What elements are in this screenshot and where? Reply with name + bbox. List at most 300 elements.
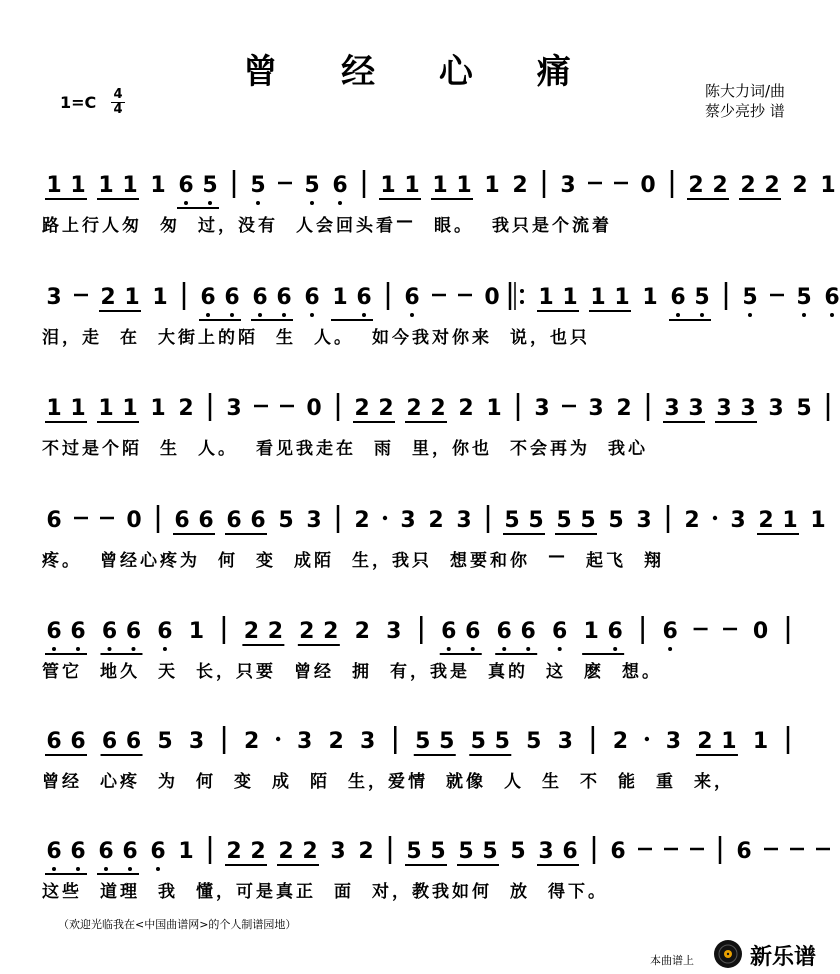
note-digit: 6 [824,285,840,310]
lyric-char: 陌 [310,772,327,792]
note-digit: 1 [46,396,62,421]
lyric-char: 想 [622,662,639,682]
note-digit: 3 [297,729,313,754]
lyric-char: 人 [296,216,313,236]
note-digit: 6 [607,619,623,644]
note-digit: 6 [465,619,481,644]
note-digit: 6 [198,508,214,533]
note-digit: 2 [299,619,315,644]
note-digit: 2 [740,173,756,198]
note-digit: 5 [157,729,173,754]
note-digit: 6 [441,619,457,644]
note-digit: 2 [243,729,260,754]
note-digit: 6 [101,729,118,754]
lyric-char: 如 [452,882,469,902]
low-octave-dot [668,647,672,651]
lyric-char: 拥 [352,662,369,682]
note-digit: 2 [267,619,284,644]
note-digit: 2 [354,508,370,533]
low-octave-dot [208,201,212,205]
note-digit: 1 [432,173,448,198]
lyric-char: 真 [276,882,293,902]
note-digit: 5 [608,508,624,533]
lyric-line [0,323,840,347]
note-digit: 5 [406,839,422,864]
note-digit: 1 [583,619,599,644]
note-digit: 1 [178,839,194,864]
lyric-line [0,657,840,681]
note-digit: 1 [98,396,114,421]
note-digit: 2 [712,173,728,198]
note-digit: 1 [380,173,396,198]
note-digit: 3 [636,508,652,533]
note-digit: 5 [494,729,510,754]
note-digit: 6 [98,839,114,864]
note-digit: 2 [328,729,344,754]
lyric-char: 为 [158,772,175,792]
note-digit: 2 [323,619,339,644]
note-digit: 5 [415,729,431,754]
note-digit: 5 [439,729,455,754]
lyric-line [0,877,840,901]
lyric-line [0,767,840,791]
note-digit: 5 [430,839,446,864]
note-digit: 1 [562,285,578,310]
lyric-char: 只 [236,662,253,682]
note-digit: 6 [736,839,752,864]
note-digit: 2 [354,619,370,644]
augmentation-dot [383,516,387,520]
lyric-char: 要 [256,662,273,682]
lyric-char: 像 [466,772,483,792]
note-digit: 0 [640,173,656,198]
note-digit: 6 [226,508,242,533]
lyric-char: 曾 [294,662,311,682]
note-digit: 5 [504,508,520,533]
lyric-char: 今 [392,328,409,348]
note-digit: 1 [332,285,348,310]
lyric-char: 眼 [434,216,451,236]
note-digit: 1 [152,285,168,310]
lyric-char: 过 [198,216,215,236]
note-digit: 6 [46,619,62,644]
time-signature-top: 4 [113,87,123,102]
lyric-char: 飞 [606,551,623,571]
lyric-char: 人 [102,216,119,236]
note-digit: 2 [378,396,394,421]
lyric-char: 何 [218,551,235,571]
lyric-char: 它 [62,662,79,682]
note-digit: 6 [125,619,142,644]
note-digit: 6 [150,839,166,864]
lyric-char: 我 [158,882,175,902]
low-octave-dot [282,313,286,317]
low-octave-dot [802,313,806,317]
lyric-char: 何 [472,882,489,902]
low-octave-dot [410,313,414,317]
note-digit: 5 [278,508,294,533]
repeat-dot [520,289,524,293]
lyric-char: 生 [542,772,559,792]
lyric-char: 能 [618,772,635,792]
lyric-char: 。 [454,216,471,236]
lyric-char: 真 [488,662,505,682]
lyric-char: 为 [180,551,197,571]
lyric-char: 懂 [196,882,213,902]
lyric-char: 经 [314,662,331,682]
footer-note: （欢迎光临我在<中国曲谱网>的个人制谱园地） [58,918,297,931]
note-digit: 0 [752,619,769,644]
note-digit: 6 [46,508,62,533]
note-digit: 6 [276,285,292,310]
lyric-char: 匆 [160,216,177,236]
note-digit: 6 [174,508,190,533]
lyric-char: 久 [120,662,137,682]
repeat-dot [520,300,524,304]
lyric-char: 有 [390,662,407,682]
note-digit: 6 [562,839,578,864]
note-digit: 1 [456,173,472,198]
lyric-char: 成 [272,772,289,792]
augmentation-dot [713,516,717,520]
lyric-char: 管 [42,662,59,682]
lyric-char: 街 [178,328,195,348]
note-digit: 3 [560,173,576,198]
note-digit: 2 [458,396,474,421]
note-digit: 6 [101,619,118,644]
lyric-char: 人 [504,772,521,792]
note-digit: 1 [752,729,769,754]
low-octave-dot [558,647,562,651]
note-digit: 1 [538,285,554,310]
note-digit: 3 [226,396,242,421]
augmentation-dot [645,737,649,741]
lyric-char: ， [392,882,409,902]
low-octave-dot [163,647,167,651]
lyric-char: 也 [472,439,489,459]
note-digit: 3 [188,729,205,754]
lyric-char: 成 [294,551,311,571]
note-digit: 1 [810,508,826,533]
note-digit: 2 [688,173,704,198]
lyric-char: 只 [412,551,429,571]
lyric-char: 得 [548,882,565,902]
note-digit: 1 [614,285,630,310]
note-digit: 5 [580,508,596,533]
lyric-char: 放 [510,882,527,902]
lyric-char: 你 [452,439,469,459]
lyric-char: 经 [62,772,79,792]
note-digit: 2 [616,396,632,421]
low-octave-dot [310,313,314,317]
lyric-char: 人 [314,328,331,348]
lyric-char: ， [530,328,547,348]
note-digit: 3 [665,729,682,754]
note-digit: 1 [782,508,798,533]
note-digit: 5 [526,729,542,754]
lyric-char: 些 [62,882,79,902]
lyric-char: 重 [656,772,673,792]
note-digit: 1 [122,396,138,421]
note-digit: 6 [496,619,512,644]
lyric-char: 说 [510,328,527,348]
lyric-char: 路 [42,216,59,236]
lyric-char: 天 [158,662,175,682]
low-octave-dot [52,867,56,871]
note-digit: 6 [125,729,142,754]
lyric-char: 不 [42,439,59,459]
composer-credit: 陈大力词/曲 [705,82,786,100]
note-digit: 2 [226,839,242,864]
lyric-char: 大 [158,328,175,348]
lyric-line [0,434,840,458]
note-digit: 1 [721,729,737,754]
lyric-char: 道 [100,882,117,902]
note-digit: 5 [556,508,572,533]
lyric-char: 见 [276,439,293,459]
lyric-char: 回 [336,216,353,236]
lyric-char: 情 [408,772,425,792]
lyric-char: 陌 [238,328,255,348]
lyric-char: 人 [198,439,215,459]
note-digit: 6 [252,285,268,310]
note-digit: 5 [470,729,486,754]
note-digit: 5 [796,396,812,421]
lyric-char: 地 [100,662,117,682]
lyric-char: 这 [546,662,563,682]
lyric-char: 来 [472,328,489,348]
low-octave-dot [613,647,617,651]
lyric-char: 匆 [122,216,139,236]
lyric-char: 曾 [42,772,59,792]
note-digit: 6 [70,839,86,864]
lyric-char: 心 [100,772,117,792]
lyric-char: 疼 [120,772,137,792]
lyric-char: ， [216,882,233,902]
note-digit: 6 [662,619,678,644]
lyric-char: 翔 [644,551,661,571]
lyric-char: ， [62,328,79,348]
note-digit: 6 [46,839,62,864]
note-digit: 3 [740,396,756,421]
lyric-char: 疼 [160,551,177,571]
low-octave-dot [830,313,834,317]
lyric-char: 再 [550,439,567,459]
note-digit: 3 [588,396,604,421]
note-digit: 1 [820,173,836,198]
lyric-char: 个 [552,216,569,236]
note-digit: 1 [46,173,62,198]
note-digit: 6 [224,285,240,310]
note-digit: 2 [684,508,700,533]
lyric-char: 可 [236,882,253,902]
lyric-char: 。 [334,328,351,348]
note-digit: 5 [304,173,320,198]
lyric-char: 是 [82,439,99,459]
low-octave-dot [131,647,135,651]
lyric-char: 只 [570,328,587,348]
note-digit: 6 [356,285,372,310]
lyric-char: 上 [62,216,79,236]
note-digit: 2 [612,729,629,754]
arranger-credit: 蔡少亮抄 谱 [705,102,785,120]
note-digit: 3 [400,508,416,533]
lyric-char: 想 [450,551,467,571]
lyric-char: 何 [196,772,213,792]
low-octave-dot [338,201,342,205]
lyric-char: 我 [492,216,509,236]
lyric-char: ， [714,772,731,792]
lyric-char: 曾 [100,551,117,571]
lyric-char: 起 [586,551,603,571]
note-digit: 3 [456,508,472,533]
note-digit: 2 [697,729,713,754]
note-digit: 6 [46,729,62,754]
time-signature-bottom: 4 [111,102,125,117]
note-digit: 5 [458,839,474,864]
note-digit: 6 [70,729,86,754]
lyric-char: 会 [316,216,333,236]
low-octave-dot [310,201,314,205]
lyric-char: 。 [588,882,605,902]
note-digit: 2 [428,508,444,533]
note-digit: 3 [768,396,784,421]
note-digit: 5 [202,173,218,198]
note-digit: 6 [250,508,266,533]
lyric-char: 只 [512,216,529,236]
lyric-char: 看 [256,439,273,459]
note-digit: 1 [122,173,138,198]
low-octave-dot [184,201,188,205]
low-octave-dot [700,313,704,317]
lyric-char: 流 [572,216,589,236]
lyric-char: 头 [356,216,373,236]
watermark-text: 本曲谱上 [650,954,694,967]
note-digit: 3 [730,508,746,533]
low-octave-dot [258,313,262,317]
note-digit: 5 [796,285,812,310]
lyric-char: 陌 [122,439,139,459]
note-digit: 2 [100,285,116,310]
lyric-char: 看 [376,216,393,236]
lyric-char: 来 [694,772,711,792]
lyric-char: 和 [490,551,507,571]
watermark-brand: 新乐谱 [750,945,817,970]
lyric-line [0,546,840,570]
lyric-char: 下 [568,882,585,902]
lyric-char: 心 [140,551,157,571]
note-digit: 0 [484,285,500,310]
low-octave-dot [676,313,680,317]
lyric-char: 为 [570,439,587,459]
lyric-char: 。 [62,551,79,571]
note-digit: 2 [792,173,808,198]
lyric-char: 是 [532,216,549,236]
lyric-char: 走 [82,328,99,348]
low-octave-dot [104,867,108,871]
note-digit: 1 [98,173,114,198]
note-digit: 5 [528,508,544,533]
low-octave-dot [52,647,56,651]
note-digit: 6 [200,285,216,310]
lyric-char: ， [368,772,385,792]
low-octave-dot [128,867,132,871]
lyric-char: 的 [508,662,525,682]
note-digit: 6 [670,285,686,310]
lyric-char: 陌 [314,551,331,571]
note-digit: 6 [610,839,626,864]
note-digit: 2 [243,619,260,644]
lyric-char: 我 [296,439,313,459]
lyric-char: 心 [628,439,645,459]
lyric-char: 。 [218,439,235,459]
note-digit: 3 [664,396,680,421]
note-digit: 5 [742,285,758,310]
note-digit: 3 [330,839,346,864]
lyric-char: 。 [642,662,659,682]
lyric-char: 着 [592,216,609,236]
note-digit: 6 [520,619,536,644]
note-digit: 3 [534,396,550,421]
song-title: 曾 经 心 痛 [243,52,597,92]
lyric-char: 理 [120,882,137,902]
note-digit: 1 [642,285,658,310]
note-digit: 2 [406,396,422,421]
note-digit: 1 [70,173,86,198]
low-octave-dot [447,647,451,651]
lyric-char: 长 [196,662,213,682]
note-digit: 2 [354,396,370,421]
note-digit: 2 [278,839,294,864]
lyric-char: 爱 [388,772,405,792]
note-digit: 1 [484,173,500,198]
lyric-char: 麽 [584,662,601,682]
note-digit: 2 [358,839,374,864]
lyric-char: 生 [348,772,365,792]
note-digit: 1 [486,396,502,421]
lyric-char: 会 [530,439,547,459]
note-digit: 2 [764,173,780,198]
note-digit: 6 [552,619,568,644]
note-digit: 1 [150,173,166,198]
lyric-char: 就 [446,772,463,792]
lyric-char: ， [218,216,235,236]
note-digit: 5 [250,173,266,198]
note-digit: 3 [386,619,402,644]
low-octave-dot [156,867,160,871]
low-octave-dot [206,313,210,317]
note-digit: 6 [178,173,194,198]
lyric-char: 行 [82,216,99,236]
lyric-char: 不 [510,439,527,459]
lyric-char: 我 [432,882,449,902]
key-signature: 1=C [60,93,97,112]
lyric-char: 生 [160,439,177,459]
note-digit: 3 [716,396,732,421]
lyric-char: 泪 [42,328,59,348]
lyric-line [0,211,840,235]
lyric-char: 我 [430,662,447,682]
note-digit: 6 [304,285,320,310]
low-octave-dot [230,313,234,317]
note-digit: 6 [157,619,173,644]
note-digit: 3 [688,396,704,421]
lyric-char: 变 [234,772,251,792]
lyric-char: 生 [276,328,293,348]
low-octave-dot [76,867,80,871]
note-digit: 5 [482,839,498,864]
note-digit: 0 [126,508,142,533]
